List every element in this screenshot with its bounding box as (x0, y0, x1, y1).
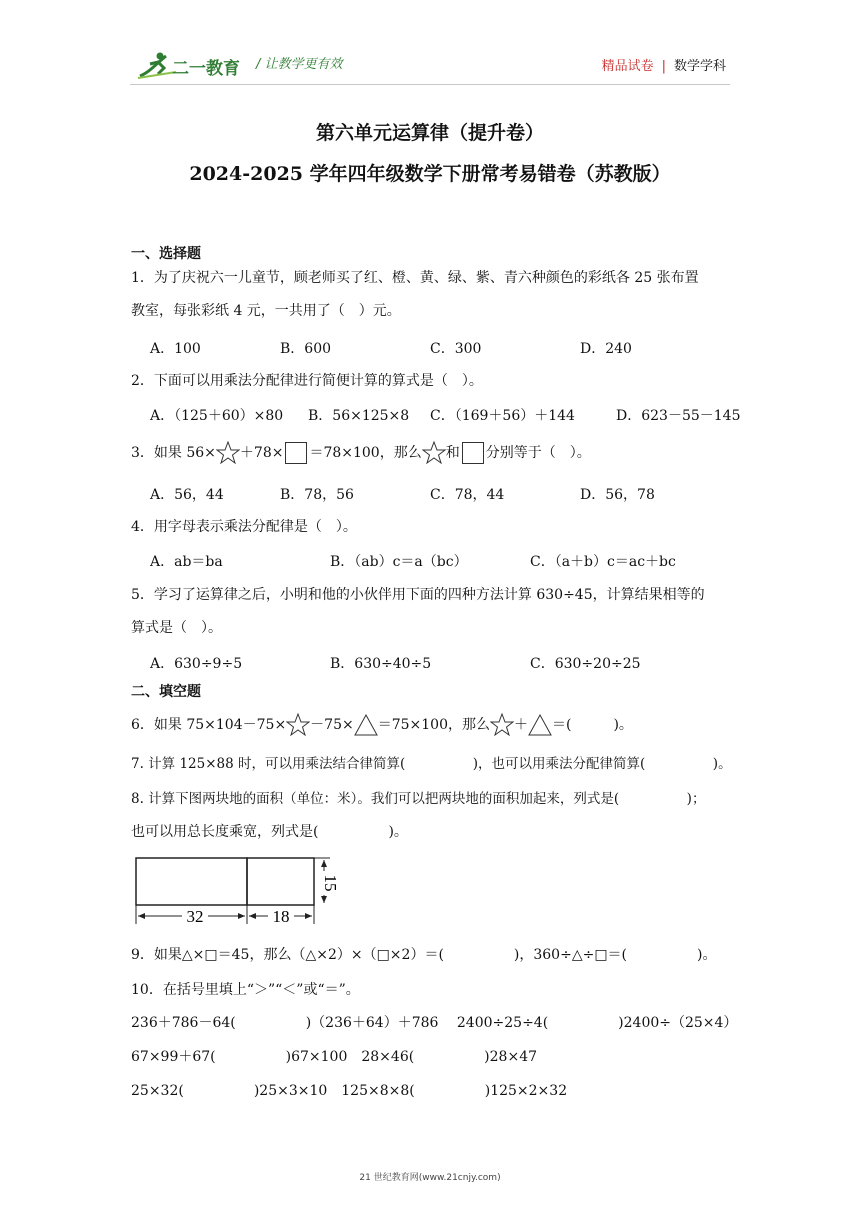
q10-row3: 25×32( )25×3×10 125×8×8( )125×2×32 (131, 1083, 568, 1099)
q6-part1: 6．如果 75×104－75× (131, 717, 287, 733)
q10-row2: 67×99＋67( )67×100 28×46( )28×47 (131, 1049, 538, 1065)
q2-option-b: B．56×125×8 (308, 408, 410, 424)
page-footer: 21 世纪教育网(www.21cnjy.com) (359, 1173, 501, 1183)
square-box-icon (285, 442, 307, 464)
q3-option-b: B．78，56 (280, 487, 354, 503)
q2-option-a: A．（125＋60）×80 (150, 408, 284, 424)
star-icon (216, 441, 240, 465)
q4-option-b: B．（ab）c＝a（bc） (330, 554, 468, 570)
q5-option-a: A．630÷9÷5 (150, 656, 243, 672)
q9-line: 9．如果△×□＝45，那么（△×2）×（□×2）＝( )，360÷△÷□＝( )。 (131, 947, 717, 963)
q2-line1: 2．下面可以用乘法分配律进行简便计算的算式是（ ）。 (131, 373, 483, 389)
q4-option-a: A．ab＝ba (150, 554, 223, 570)
page-title: 第六单元运算律（提升卷） (315, 122, 544, 144)
plot-b (247, 858, 314, 905)
q6-stem (131, 713, 633, 737)
q2-option-c: C．（169＋56）＋144 (430, 408, 575, 424)
label-length-a: 32 (186, 907, 204, 926)
badge-separator: | (661, 59, 666, 74)
q6-part5: ＝( )。 (552, 717, 633, 733)
page-subtitle: 2024-2025 学年四年级数学下册常考易错卷（苏教版） (189, 163, 671, 185)
header-divider (130, 84, 730, 85)
q6-part2: －75× (310, 717, 354, 733)
q4-line1: 4．用字母表示乘法分配律是（ ）。 (131, 519, 357, 535)
arrow-left-icon (138, 913, 145, 919)
brand-logo (136, 50, 244, 80)
q3-part3: ＝78×100，那么 (309, 445, 422, 461)
star-icon (490, 713, 514, 737)
q6-part3: ＝75×100，那么 (377, 717, 490, 733)
q3-part2: ＋78× (239, 445, 284, 461)
arrow-right-icon (238, 913, 245, 919)
q5-option-c: C．630÷20÷25 (530, 656, 641, 672)
q3-part1: 3．如果 56× (131, 445, 216, 461)
q5-line1: 5．学习了运算律之后，小明和他的小伙伴用下面的四种方法计算 630÷45，计算结果相等的 (131, 587, 705, 603)
q4-option-c: C．（a＋b）c＝ac＋bc (530, 554, 676, 570)
arrow-down-icon (321, 896, 327, 903)
arrow-up-icon (321, 860, 327, 867)
badge-subject: 数学学科 (673, 59, 726, 74)
q1-option-d: D．240 (580, 341, 632, 357)
q2-option-d: D．623－55－145 (616, 408, 741, 424)
land-diagram (130, 854, 340, 928)
plot-a (136, 858, 247, 905)
q1-line1: 1．为了庆祝六一儿童节，顾老师买了红、橙、黄、绿、紫、青六种颜色的彩纸各 25 张布置 (131, 270, 699, 286)
q1-line2: 教室，每张彩纸 4 元，一共用了（ ）元。 (131, 303, 401, 319)
q3-stem (131, 441, 591, 465)
q3-part4: 和 (445, 445, 460, 461)
q3-option-d: D．56，78 (580, 487, 655, 503)
q10-line1: 10．在括号里填上“＞”“＜”或“＝”。 (131, 982, 360, 998)
triangle-icon (354, 713, 378, 737)
logo-text: 二一教育 (172, 59, 240, 79)
header-badge (602, 55, 726, 74)
q8-line1: 8. 计算下图两块地的面积（单位：米）。我们可以把两块地的面积加起来，列式是( )； (131, 791, 706, 807)
q3-part5: 分别等于（ ）。 (485, 445, 591, 461)
q1-option-c: C．300 (430, 341, 482, 357)
q3-option-c: C．78，44 (430, 487, 505, 503)
square-box-icon (462, 442, 484, 464)
slogan: / 让教学更有效 (256, 57, 343, 72)
q1-option-a: A．100 (150, 341, 201, 357)
q7-line: 7. 计算 125×88 时，可以用乘法结合律简算( )，也可以用乘法分配律简算( )。 (131, 756, 732, 772)
q5-option-b: B．630÷40÷5 (330, 656, 432, 672)
q6-part4: ＋ (514, 717, 528, 733)
section-choice-heading: 一、选择题 (131, 246, 201, 262)
arrow-right-icon (305, 913, 312, 919)
arrow-left-icon (249, 913, 256, 919)
q8-line2: 也可以用总长度乘宽，列式是( )。 (131, 824, 408, 840)
label-width: 15 (321, 874, 340, 892)
triangle-icon (528, 713, 552, 737)
label-length-b: 18 (272, 907, 290, 926)
q3-option-a: A．56，44 (150, 487, 224, 503)
section-fill-heading: 二、填空题 (131, 684, 201, 700)
q1-option-b: B．600 (280, 341, 332, 357)
q10-row1: 236＋786－64( )（236＋64）＋786 2400÷25÷4( )2400÷（25×4） (131, 1015, 738, 1031)
star-icon (286, 713, 310, 737)
badge-premium: 精品试卷 (601, 59, 654, 74)
star-icon (422, 441, 446, 465)
q5-line2: 算式是（ ）。 (131, 620, 222, 636)
